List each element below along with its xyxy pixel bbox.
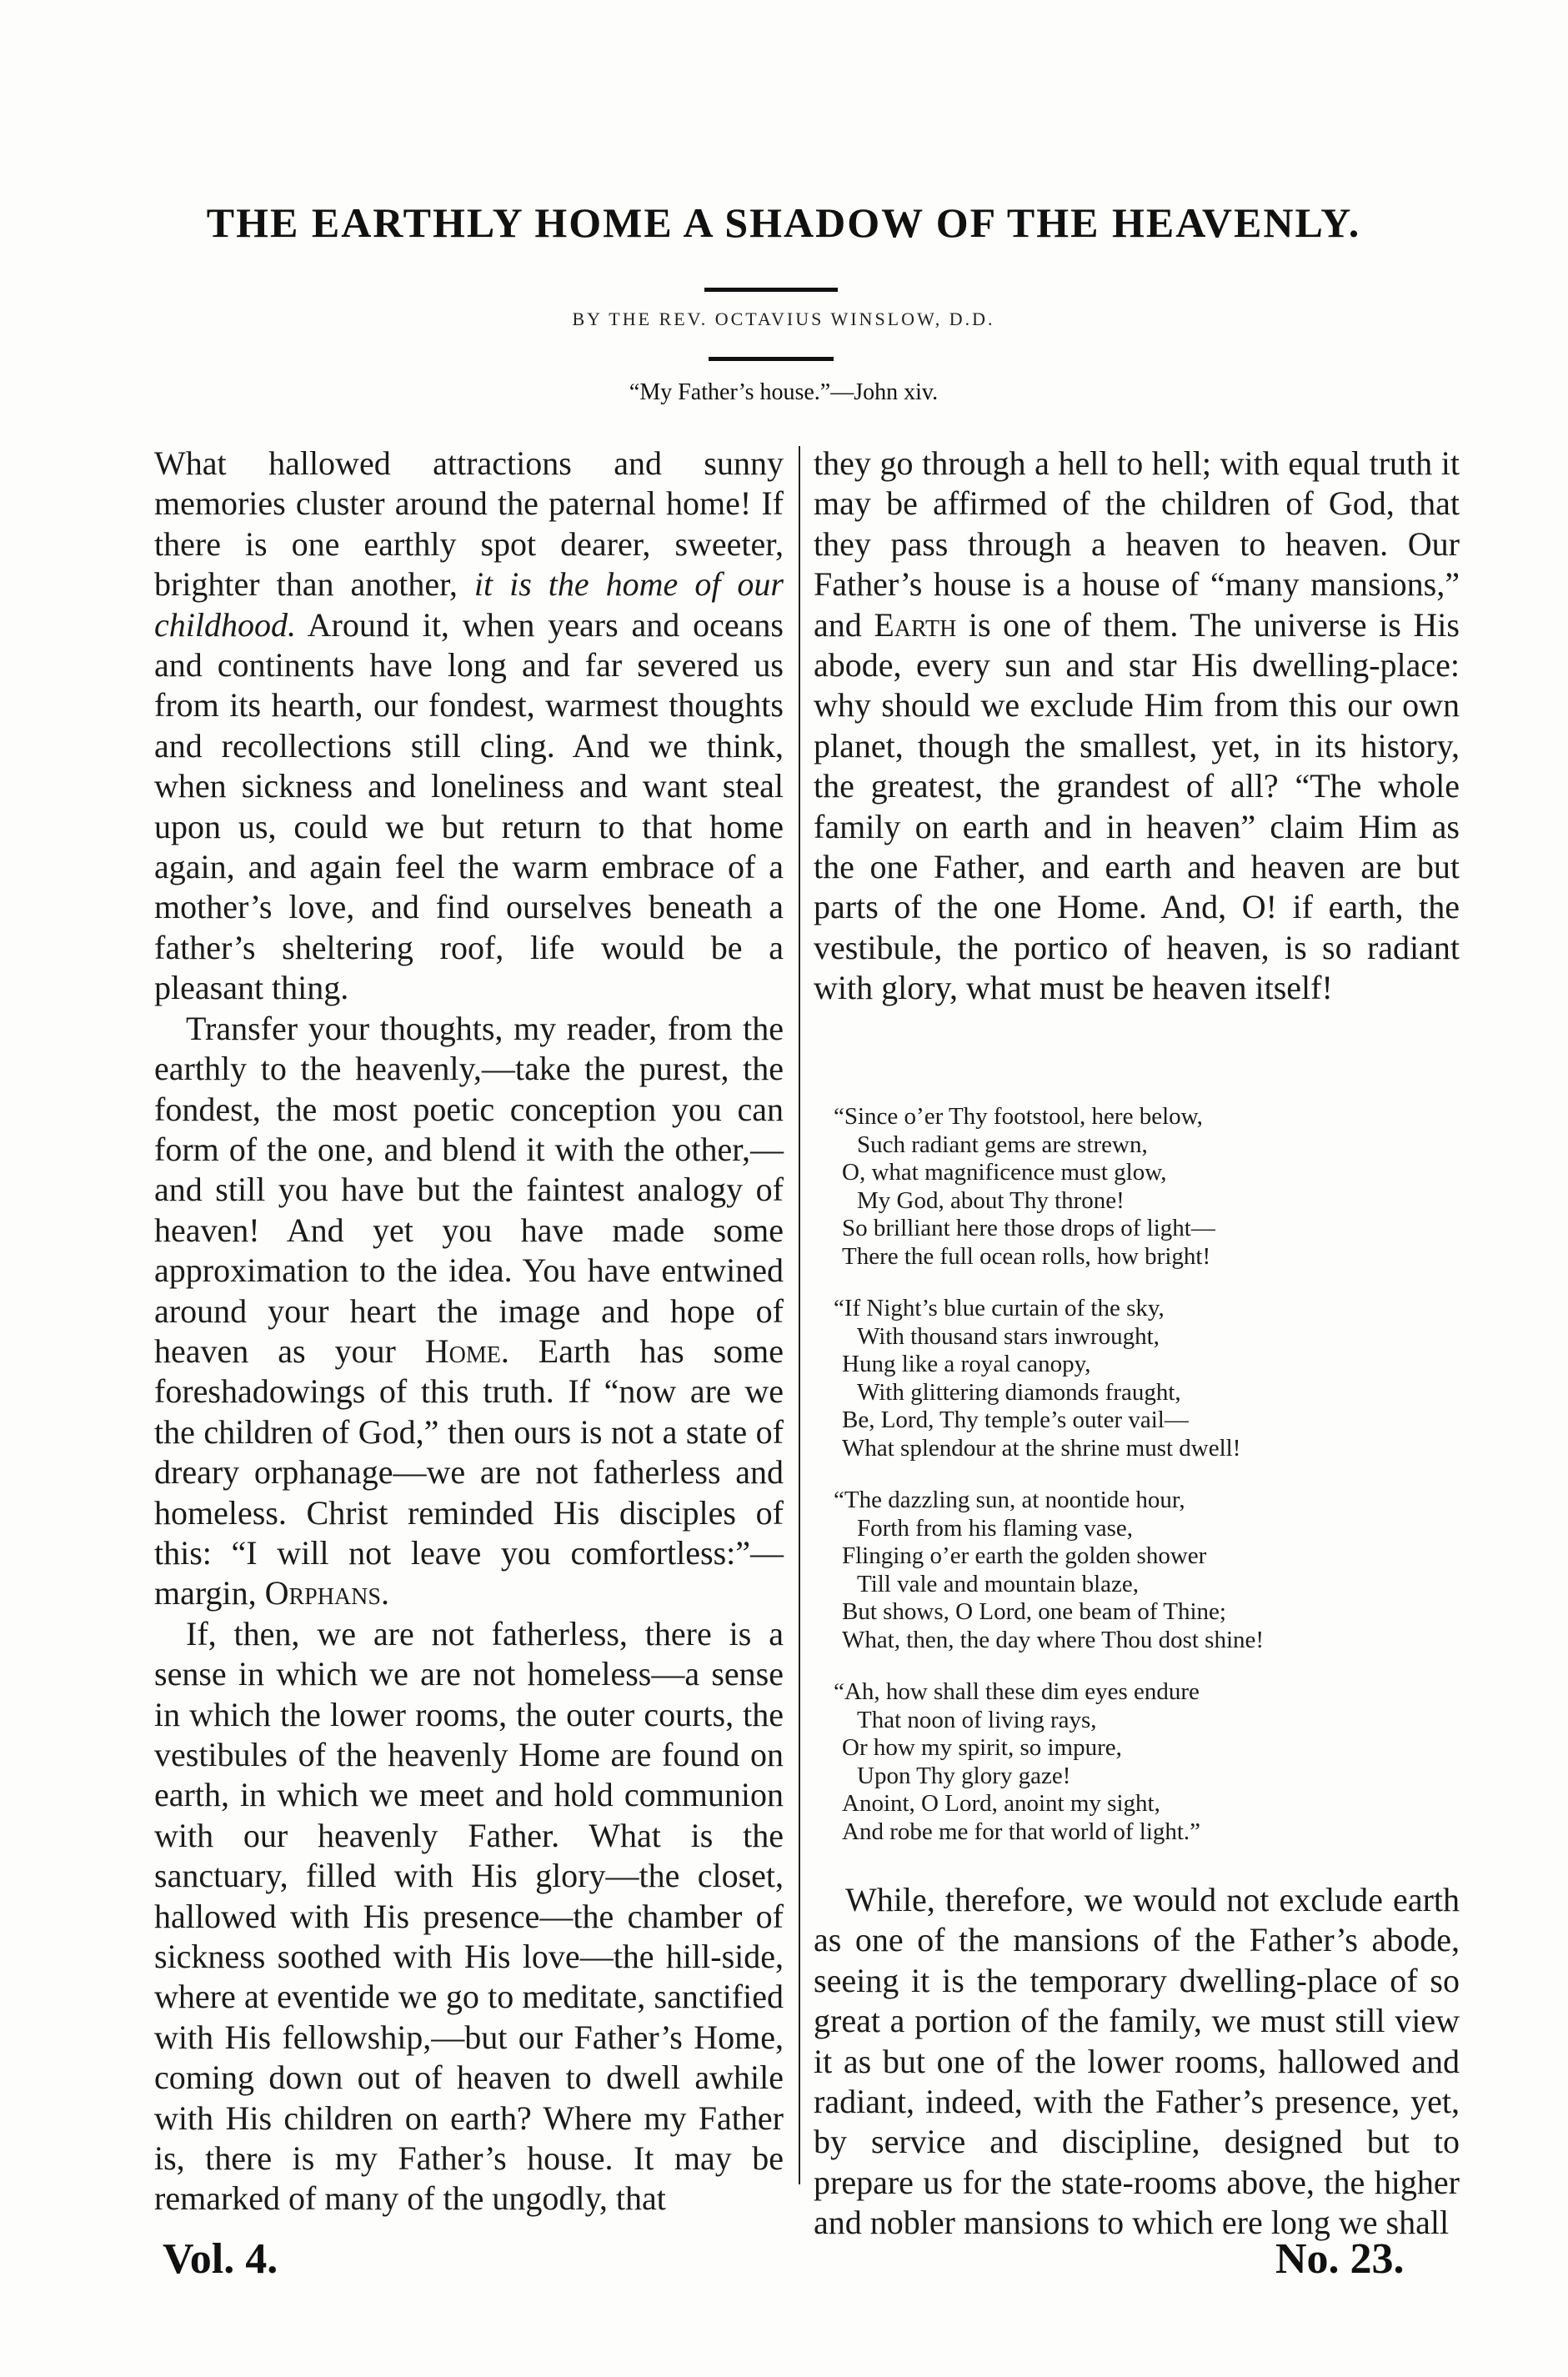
column-divider bbox=[799, 446, 800, 2184]
paragraph-text: Around it, when years and oceans and continents have long and far severed us from its hearth, our fondest, warmest thoughts and recollections still cling. And we think, when sickness and loneliness and want steal upon us, could we but return to that home again, and again feel the warm embrace of a mother’s love, and find ourselves beneath a father’s sheltering roof, life would be a pleasant thing. bbox=[154, 605, 784, 1007]
poem-line: That noon of living rays, bbox=[857, 1706, 1097, 1733]
left-column bbox=[154, 444, 784, 2219]
paragraph-text: is one of them. The universe is His abode, every sun and star His dwelling-place: why should we exclude Him from this our own planet, though the smallest, yet, in its history, the greatest, the grandest of all? “The whole family on earth and in heaven” claim Him as the one Father, and earth and heaven are but parts of the one Home. And, O! if earth, the vestibule, the portico of heaven, is so radiant with glory, what must be heaven itself! bbox=[814, 605, 1460, 1007]
paragraph bbox=[814, 444, 1460, 1009]
volume-label: Vol. 4. bbox=[163, 2235, 278, 2283]
poem-line: What splendour at the shrine must dwell! bbox=[842, 1434, 1241, 1462]
poem-stanza bbox=[834, 1678, 1434, 1846]
right-column bbox=[814, 444, 1460, 1009]
poem-line: Hung like a royal canopy, bbox=[842, 1351, 1091, 1377]
small-caps-text: Home bbox=[424, 1331, 501, 1370]
paragraph-text: . Earth has some foreshadowings of this truth. If “now are we the children of God,” then ours is not a state of dreary orphanage—we are not fatherless and homeless. Christ reminded His disciples of this: “I will not leave you comfortless:”—margin, bbox=[154, 1331, 784, 1612]
poem-stanza bbox=[834, 1103, 1434, 1271]
paragraph bbox=[154, 1009, 784, 1614]
poem-line: But shows, O Lord, one beam of Thine; bbox=[842, 1598, 1226, 1625]
article-title: THE EARTHLY HOME A SHADOW OF THE HEAVENLY. bbox=[206, 199, 1361, 246]
emphasis-text: it is the home of our childhood. bbox=[154, 565, 784, 644]
paragraph-text: they go through a hell to hell; with equal truth it may be affirmed of the children of God, that they pass through a heaven to heaven. Our Father’s house is a house of “many mansions,” and bbox=[814, 444, 1460, 644]
paragraph: If, then, we are not fatherless, there is a sense in which we are not homeless—a sense in which the lower rooms, the outer courts, the vestibules of the heavenly Home are found on earth, in which we meet and hold communion with our heavenly Father. What is the sanctuary, filled with His glory—the closet, hallowed with His presence—the chamber of sickness soothed with His love—the hill-side, where at eventide we go to meditate, sanctified with His fellowship,—but our Father’s Home, coming down out of heaven to dwell awhile with His children on earth? Where my Father is, there is my Father’s house. It may be remarked of many of the ungodly, that bbox=[154, 1614, 784, 2218]
poem-line: Flinging o’er earth the golden shower bbox=[842, 1542, 1207, 1569]
poem-line: So brilliant here those drops of light— bbox=[842, 1215, 1215, 1241]
poem-line: With glittering diamonds fraught, bbox=[857, 1378, 1181, 1406]
paragraph-text: What hallowed attractions and sunny memories cluster around the paternal home! If there is one earthly spot dearer, sweeter, brighter than another, bbox=[154, 444, 784, 604]
poem-line: O, what magnificence must glow, bbox=[842, 1159, 1167, 1186]
poem-line: My God, about Thy throne! bbox=[857, 1186, 1125, 1214]
poem-stanza bbox=[834, 1295, 1434, 1462]
small-caps-text: Orphans bbox=[264, 1574, 381, 1612]
poem-line: Anoint, O Lord, anoint my sight, bbox=[842, 1790, 1160, 1817]
poem-line: There the full ocean rolls, how bright! bbox=[842, 1242, 1211, 1270]
paragraph-text: Transfer your thoughts, my reader, from the earthly to the heavenly,—take the purest, the fondest, the most poetic conception you can form of the one, and blend it with the other,—and still you have but the faintest analogy of heaven! And yet you have made some approximation to the idea. You have entwined around your heart the image and hope of heaven as your bbox=[154, 1009, 784, 1370]
byline: BY THE REV. OCTAVIUS WINSLOW, D.D. bbox=[572, 308, 995, 329]
byline-rule bbox=[709, 357, 834, 361]
poem-line: Such radiant gems are strewn, bbox=[857, 1131, 1148, 1158]
paragraph: While, therefore, we would not exclude earth as one of the mansions of the Father’s abode, seeing it is the temporary dwelling-place of so great a portion of the family, we must still view it as but one of the lower rooms, hallowed and radiant, indeed, with the Father’s presence, yet, by service and discipline, designed but to prepare us for the state-rooms above, the higher and nobler mansions to which ere long we shall bbox=[814, 1881, 1460, 2242]
poem-line: Or how my spirit, so impure, bbox=[842, 1734, 1122, 1761]
poem-line: Forth from his flaming vase, bbox=[857, 1514, 1134, 1542]
poem-stanza bbox=[834, 1487, 1434, 1654]
poem-line: What, then, the day where Thou dost shine! bbox=[842, 1626, 1265, 1653]
poem-line: “Since o’er Thy footstool, here below, bbox=[834, 1103, 1203, 1130]
right-column-continued bbox=[814, 1880, 1460, 2244]
poem-line: “The dazzling sun, at noontide hour, bbox=[834, 1487, 1185, 1513]
poem-line: Be, Lord, Thy temple’s outer vail— bbox=[842, 1407, 1189, 1433]
poem-line: And robe me for that world of light.” bbox=[842, 1818, 1201, 1845]
poem-line: “If Night’s blue curtain of the sky, bbox=[834, 1295, 1165, 1321]
poem-line: With thousand stars inwrought, bbox=[857, 1322, 1160, 1350]
poem-line: “Ah, how shall these dim eyes endure bbox=[834, 1678, 1200, 1705]
small-caps-text: Earth bbox=[874, 605, 957, 644]
title-rule bbox=[704, 288, 838, 292]
epigraph: “My Father’s house.”—John xiv. bbox=[629, 379, 939, 405]
paragraph-text: . bbox=[380, 1574, 389, 1612]
paragraph bbox=[154, 444, 784, 1009]
poem-line: Upon Thy glory gaze! bbox=[857, 1762, 1071, 1789]
issue-number: No. 23. bbox=[1275, 2235, 1405, 2283]
poem-line: Till vale and mountain blaze, bbox=[857, 1570, 1140, 1597]
